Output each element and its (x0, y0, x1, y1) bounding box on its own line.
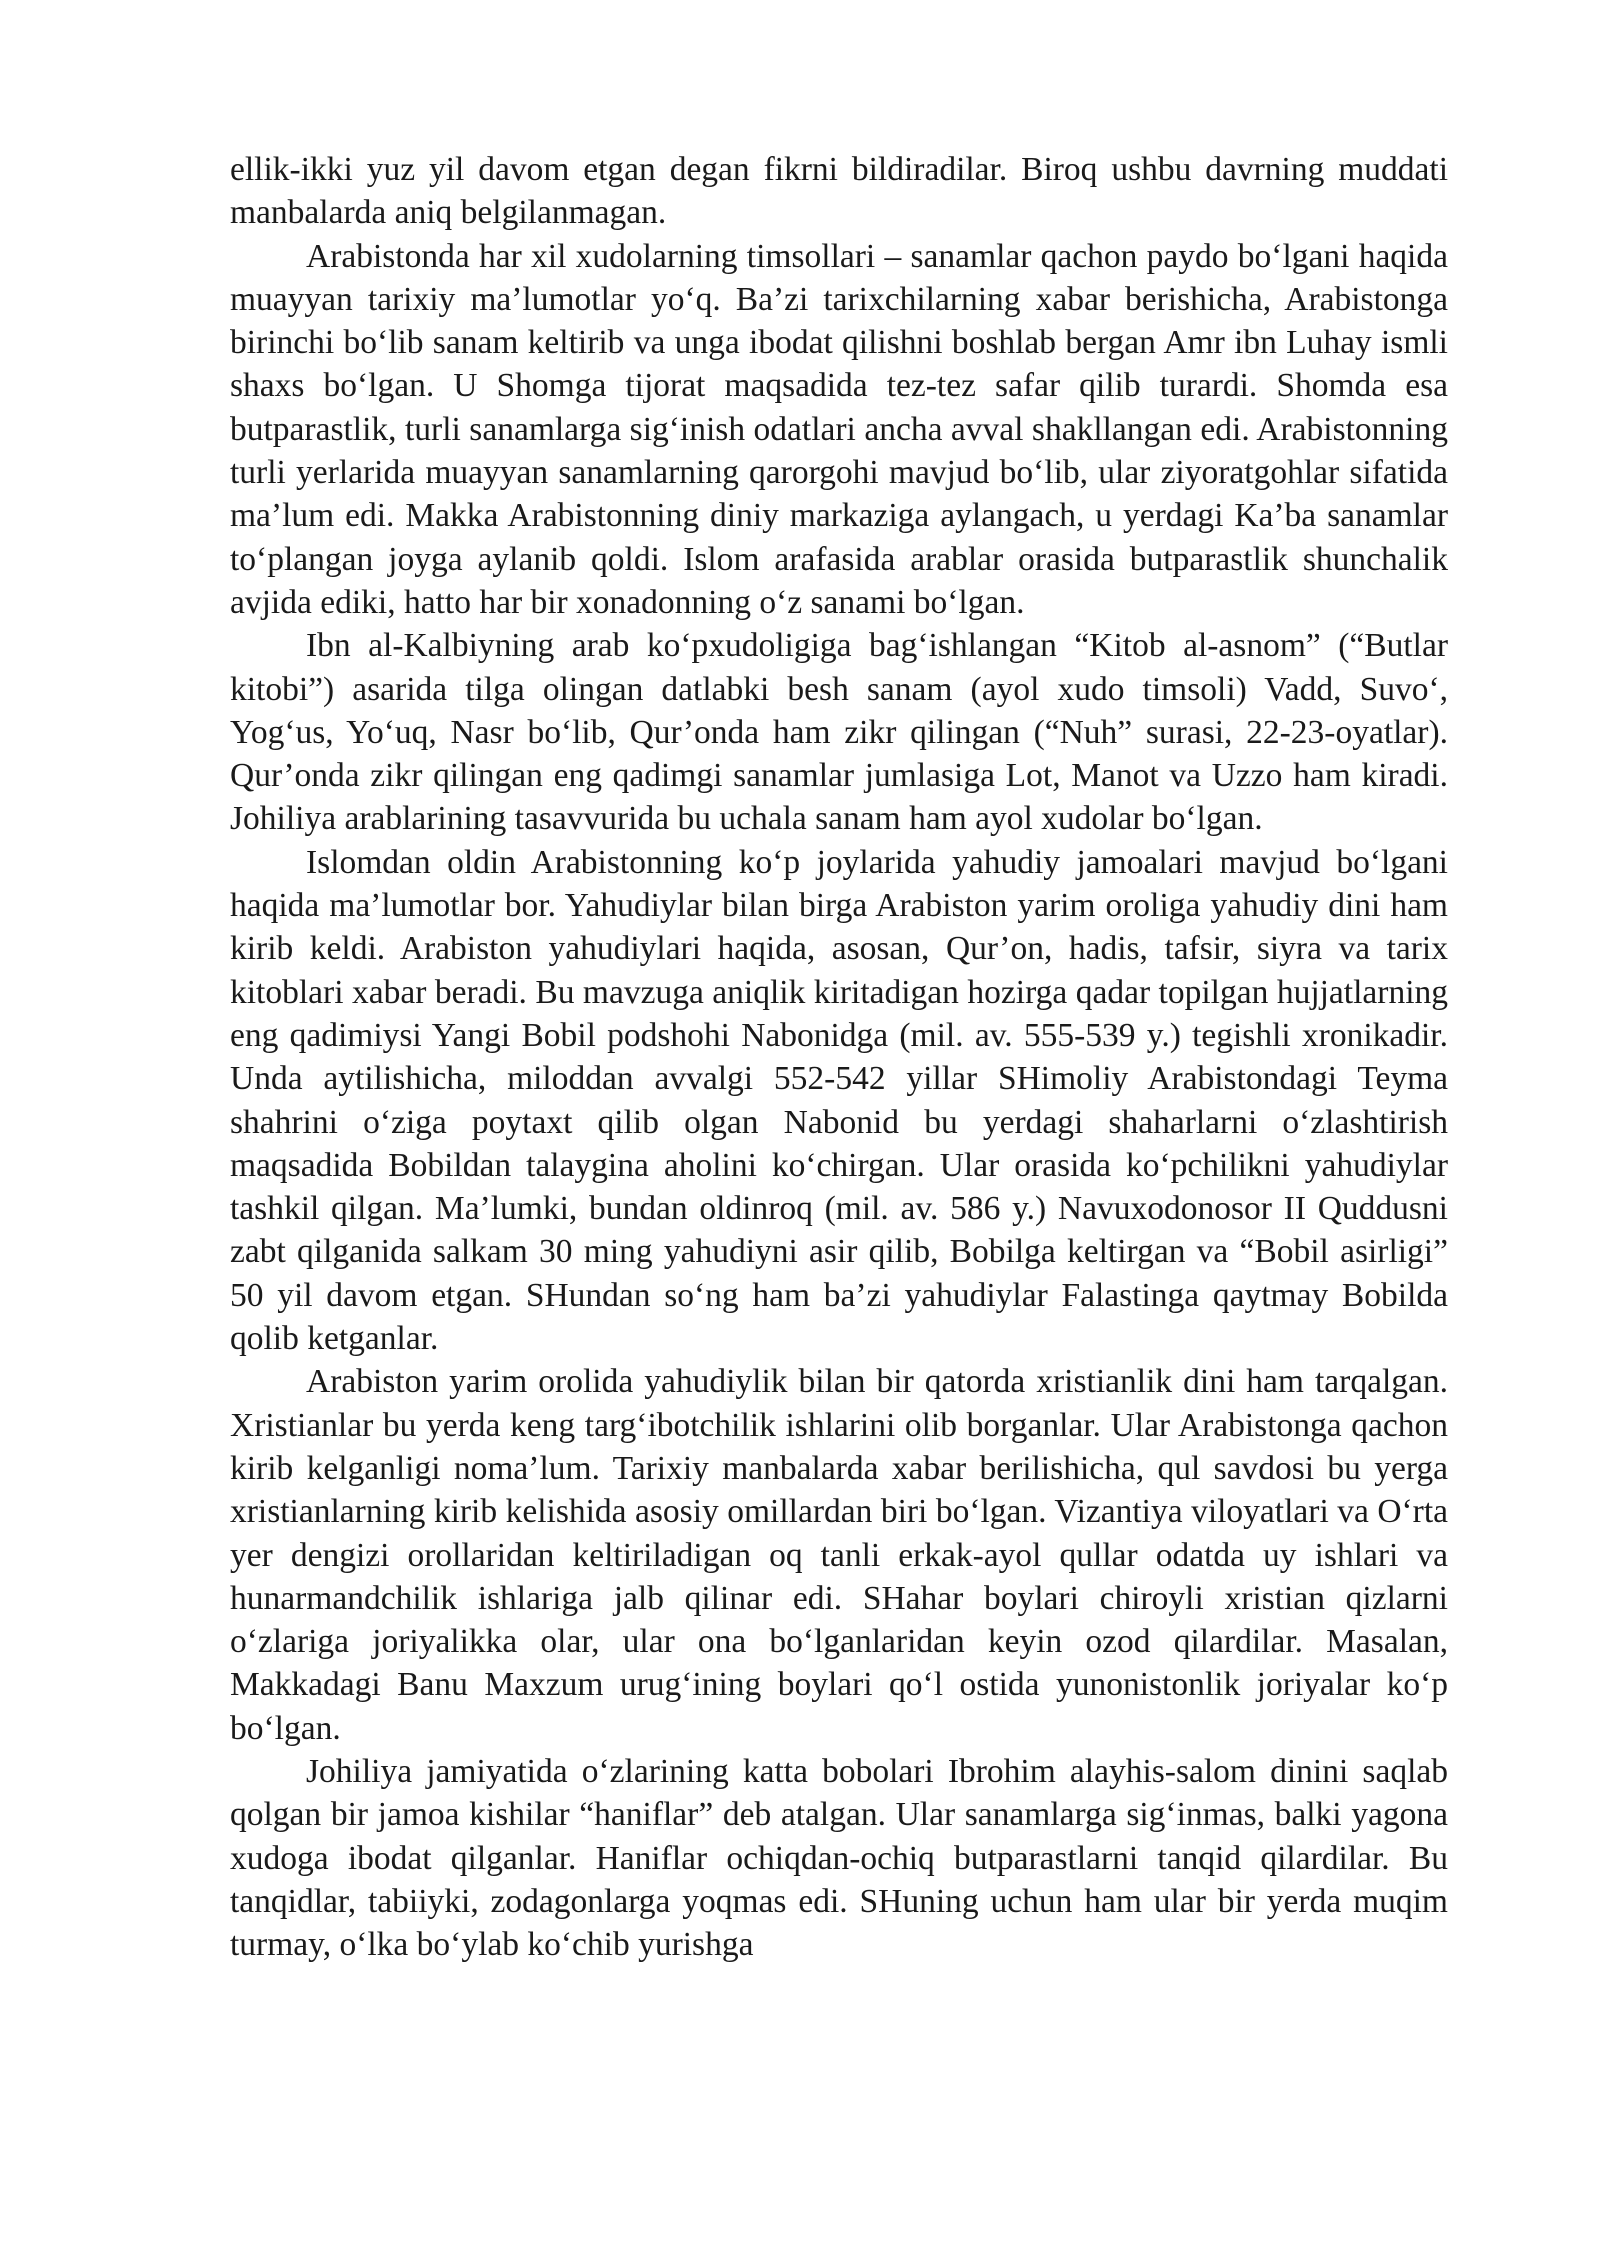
paragraph-6: Johiliya jamiyatida o‘zlarining katta bobolari Ibrohim alayhis-salom dinini saqlab qolgan bir jamoa kishilar “haniflar” deb atalgan. Ular sanamlarga sig‘inmas, balki yagona xudoga ibodat qilganlar. Haniflar ochiqdan-ochiq butparastlarni tanqid qilardilar. Bu tanqidlar, tabiiyki, zodagonlarga yoqmas edi. SHuning uchun ham ular bir yerda muqim turmay, o‘lka bo‘ylab ko‘chib yurishga (230, 1752, 1448, 1964)
paragraph-5: Arabiston yarim orolida yahudiylik bilan bir qatorda xristianlik dini ham tarqalgan. Xristianlar bu yerda keng targ‘ibotchilik ishlarini olib borganlar. Ular Arabistonga qachon kirib kelganligi noma’lum. Tarixiy manbalarda xabar berilishicha, qul savdosi bu yerga xristianlarning kirib kelishida asosiy omillardan biri bo‘lgan. Vizantiya viloyatlari va O‘rta yer dengizi orollaridan keltiriladigan oq tanli erkak-ayol qullar odatda uy ishlari va hunarmandchilik ishlariga jalb qilinar edi. SHahar boylari chiroyli xristian qizlarni o‘zlariga joriyalikka olar, ular ona bo‘lganlaridan keyin ozod qilardilar. Masalan, Makkadagi Banu Maxzum urug‘ining boylari qo‘l ostida yunonistonlik joriyalar ko‘p bo‘lgan. (230, 1363, 1448, 1747)
document-page (230, 148, 1448, 1966)
paragraph-1: ellik-ikki yuz yil davom etgan degan fikrni bildiradilar. Biroq ushbu davrning muddati manbalarda aniq belgilanmagan. (230, 151, 1448, 232)
paragraph-4: Islomdan oldin Arabistonning ko‘p joylarida yahudiy jamoalari mavjud bo‘lgani haqida ma’lumotlar bor. Yahudiylar bilan birga Arabiston yarim oroliga yahudiy dini ham kirib keldi. Arabiston yahudiylari haqida, asosan, Qur’on, hadis, tafsir, siyra va tarix kitoblari xabar beradi. Bu mavzuga aniqlik kiritadigan hozirga qadar topilgan hujjatlarning eng qadimiysi Yangi Bobil podshohi Nabonidga (mil. av. 555-539 y.) tegishli xronikadir. Unda aytilishicha, miloddan avvalgi 552-542 yillar SHimoliy Arabistondagi Teyma shahrini o‘ziga poytaxt qilib olgan Nabonid bu yerdagi shaharlarni o‘zlashtirish maqsadida Bobildan talaygina aholini ko‘chirgan. Ular orasida ko‘pchilikni yahudiylar tashkil qilgan. Ma’lumki, bundan oldinroq (mil. av. 586 y.) Navuxodonosor II Quddusni zabt qilganida salkam 30 ming yahudiyni asir qilib, Bobilga keltirgan va “Bobil asirligi” 50 yil davom etgan. SHundan so‘ng ham ba’zi yahudiylar Falastinga qaytmay Bobilda qolib ketganlar. (230, 843, 1448, 1358)
paragraph-2: Arabistonda har xil xudolarning timsollari – sanamlar qachon paydo bo‘lgani haqida muayyan tarixiy ma’lumotlar yo‘q. Ba’zi tarixchilarning xabar berishicha, Arabistonga birinchi bo‘lib sanam keltirib va unga ibodat qilishni boshlab bergan Amr ibn Luhay ismli shaxs bo‘lgan. U Shomga tijorat maqsadida tez-tez safar qilib turardi. Shomda esa butparastlik, turli sanamlarga sig‘inish odatlari ancha avval shakllangan edi. Arabistonning turli yerlarida muayyan sanamlarning qarorgohi mavjud bo‘lib, ular ziyoratgohlar sifatida ma’lum edi. Makka Arabistonning diniy markaziga aylangach, u yerdagi Ka’ba sanamlar to‘plangan joyga aylanib qoldi. Islom arafasida arablar orasida butparastlik shunchalik avjida ediki, hatto har bir xonadonning o‘z sanami bo‘lgan. (230, 237, 1448, 621)
paragraph-3: Ibn al-Kalbiyning arab ko‘pxudoligiga bag‘ishlangan “Kitob al-asnom” (“Butlar kitobi”) asarida tilga olingan datlabki besh sanam (ayol xudo timsoli) Vadd, Suvo‘, Yog‘us, Yo‘uq, Nasr bo‘lib, Qur’onda ham zikr qilingan (“Nuh” surasi, 22-23-oyatlar). Qur’onda zikr qilingan eng qadimgi sanamlar jumlasiga Lot, Manot va Uzzo ham kiradi. Johiliya arablarining tasavvurida bu uchala sanam ham ayol xudolar bo‘lgan. (230, 627, 1448, 838)
